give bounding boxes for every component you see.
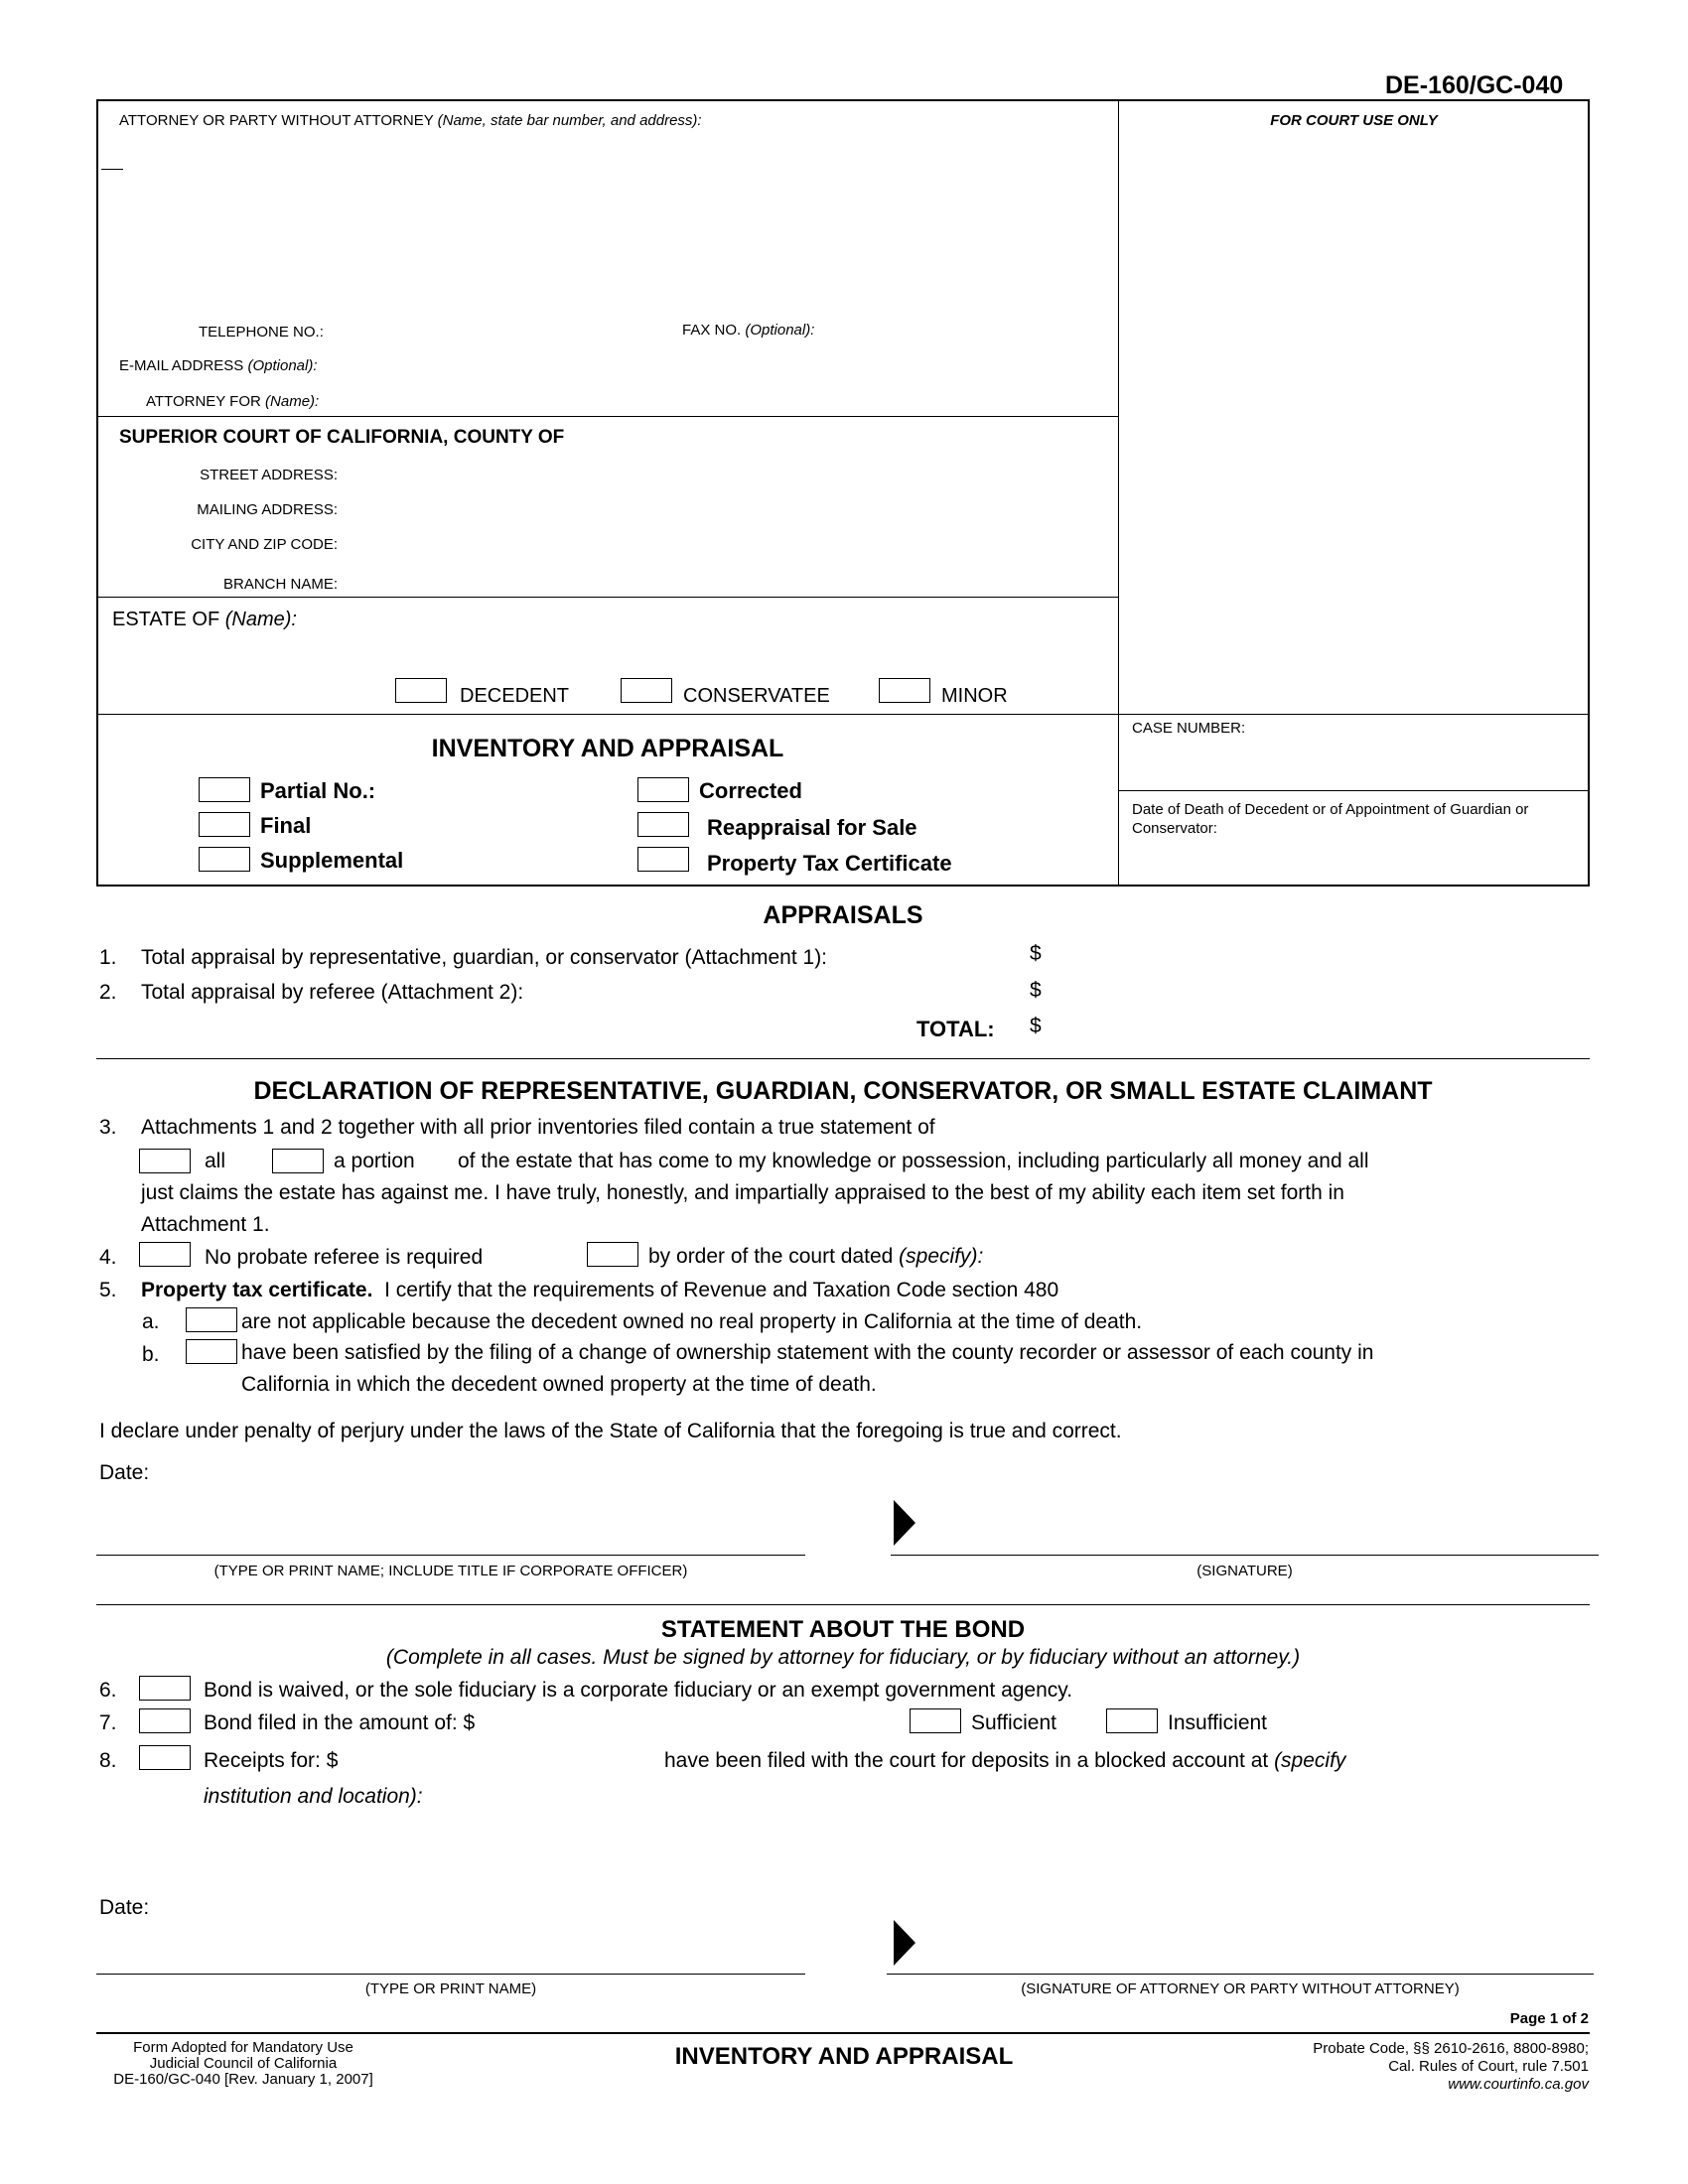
estate-section-top	[96, 597, 1119, 598]
reappraisal-checkbox[interactable]	[637, 812, 689, 837]
item-5-text: I certify that the requirements of Revenue and Taxation Code section 480	[384, 1279, 1059, 1301]
page-number: Page 1 of 2	[1509, 2010, 1589, 2027]
item-4-num: 4.	[99, 1246, 117, 1269]
bond-name-input[interactable]	[96, 1931, 805, 1973]
conservatee-label: CONSERVATEE	[683, 685, 830, 707]
for-court-use-label: FOR COURT USE ONLY	[1270, 112, 1438, 129]
item-6-text: Bond is waived, or the sole fiduciary is a corporate fiduciary or an exempt government agency.	[204, 1679, 1073, 1702]
court-order-label: by order of the court dated	[648, 1245, 894, 1268]
adopted-line-3: DE-160/GC-040 [Rev. January 1, 2007]	[113, 2071, 373, 2088]
item-5b-text-line2: California in which the decedent owned property at the time of death.	[241, 1373, 877, 1396]
header-divider	[1118, 99, 1119, 887]
attorney-for-label-row	[146, 393, 319, 410]
bond-name-caption: (TYPE OR PRINT NAME)	[364, 1980, 537, 1997]
appraisal-2-currency: $	[1030, 979, 1042, 1002]
field-marker	[101, 169, 123, 170]
court-order-date-input[interactable]	[1053, 1241, 1450, 1269]
total-currency: $	[1030, 1015, 1042, 1037]
item-7-num: 7.	[99, 1711, 117, 1734]
adopted-line-2: Judicial Council of California	[149, 2055, 338, 2072]
item-8-hint-1: (specify	[1274, 1749, 1346, 1772]
street-input[interactable]	[343, 461, 1107, 486]
supplemental-label: Supplemental	[260, 848, 404, 873]
city-label: CITY AND ZIP CODE:	[191, 536, 338, 553]
all-label: all	[205, 1150, 226, 1172]
minor-label: MINOR	[941, 685, 1008, 707]
insufficient-label: Insufficient	[1168, 1711, 1268, 1734]
corrected-checkbox[interactable]	[637, 777, 689, 802]
adopted-line-1: Form Adopted for Mandatory Use	[133, 2039, 353, 2056]
courtinfo-link[interactable]: www.courtinfo.ca.gov	[1448, 2076, 1589, 2093]
attorney-name-input[interactable]	[99, 129, 1112, 318]
item-8-hint-2: institution and location):	[204, 1785, 423, 1808]
no-referee-label: No probate referee is required	[205, 1246, 484, 1269]
attorney-for-label: ATTORNEY FOR	[146, 393, 261, 410]
all-checkbox[interactable]	[139, 1149, 191, 1173]
mailing-label: MAILING ADDRESS:	[197, 501, 338, 518]
declaration-signature-input[interactable]	[923, 1509, 1599, 1553]
estate-label: ESTATE OF	[112, 609, 220, 630]
appraisal-2-text: Total appraisal by referee (Attachment 2):	[141, 981, 524, 1004]
reference-line-2: Cal. Rules of Court, rule 7.501	[1388, 2058, 1589, 2075]
item-5a-letter: a.	[142, 1310, 160, 1333]
partial-checkbox[interactable]	[199, 777, 250, 802]
bond-signature-input[interactable]	[923, 1931, 1594, 1973]
item-5b-checkbox[interactable]	[186, 1339, 237, 1364]
item-8-rest-row	[664, 1749, 1345, 1773]
property-tax-cert-checkbox[interactable]	[637, 847, 689, 872]
item-3-text: Attachments 1 and 2 together with all prior inventories filed contain a true statement of	[141, 1116, 935, 1139]
adopted-block	[89, 2040, 397, 2088]
minor-checkbox[interactable]	[879, 678, 930, 703]
reappraisal-label: Reappraisal for Sale	[707, 815, 917, 840]
form-id: DE-160/GC-040	[1385, 71, 1564, 99]
item-5b-letter: b.	[142, 1343, 160, 1366]
email-label: E-MAIL ADDRESS	[119, 357, 244, 374]
item-6-num: 6.	[99, 1679, 117, 1702]
bond-amount-input[interactable]	[531, 1707, 889, 1735]
bond-filed-checkbox[interactable]	[139, 1708, 191, 1733]
footer-title: INVENTORY AND APPRAISAL	[674, 2043, 1014, 2070]
item-5-bold: Property tax certificate.	[141, 1279, 373, 1301]
supplemental-checkbox[interactable]	[199, 847, 250, 872]
final-checkbox[interactable]	[199, 812, 250, 837]
case-number-label: CASE NUMBER:	[1132, 720, 1246, 737]
declaration-date-input[interactable]	[159, 1455, 655, 1485]
email-hint: (Optional):	[247, 357, 318, 374]
conservatee-checkbox[interactable]	[621, 678, 672, 703]
perjury-statement: I declare under penalty of perjury under the laws of the State of California that the foregoing is true and correct.	[99, 1420, 1122, 1442]
fax-input[interactable]	[836, 318, 1104, 343]
fax-label-row	[682, 322, 814, 339]
declaration-date-label: Date:	[99, 1461, 150, 1484]
item-8-num: 8.	[99, 1749, 117, 1772]
county-input[interactable]	[645, 425, 1112, 451]
sufficient-label: Sufficient	[971, 1711, 1056, 1734]
item-3-rest-line1: of the estate that has come to my knowledge or possession, including particularly all money and all	[458, 1150, 1369, 1172]
partial-number-input[interactable]	[397, 776, 626, 804]
final-label: Final	[260, 813, 312, 838]
declaration-heading: DECLARATION OF REPRESENTATIVE, GUARDIAN, CONSERVATOR, OR SMALL ESTATE CLAIMANT	[253, 1077, 1433, 1105]
attorney-label: ATTORNEY OR PARTY WITHOUT ATTORNEY	[119, 112, 434, 129]
declaration-signature-line	[891, 1555, 1599, 1556]
bond-waived-checkbox[interactable]	[139, 1676, 191, 1701]
date-of-death-input[interactable]	[1132, 840, 1579, 880]
estate-label-row	[112, 609, 297, 631]
item-3-rest-line3: Attachment 1.	[141, 1213, 270, 1236]
item-8-rest: have been filed with the court for deposits in a blocked account at	[664, 1749, 1269, 1772]
item-7-text: Bond filed in the amount of: $	[204, 1711, 476, 1734]
appraisals-rule	[96, 1058, 1590, 1059]
appraisals-heading: APPRAISALS	[763, 901, 923, 929]
declaration-name-input[interactable]	[96, 1509, 805, 1553]
appraisal-1-currency: $	[1030, 942, 1042, 965]
estate-name-input[interactable]	[328, 604, 1112, 663]
total-label: TOTAL:	[916, 1017, 995, 1041]
item-5-num: 5.	[99, 1279, 117, 1301]
item-3-num: 3.	[99, 1116, 117, 1139]
item-5b-text-line1: have been satisfied by the filing of a change of ownership statement with the county recorder or assessor of each county in	[241, 1341, 1374, 1364]
telephone-label: TELEPHONE NO.:	[199, 324, 324, 341]
receipts-checkbox[interactable]	[139, 1745, 191, 1770]
portion-label: a portion	[334, 1150, 415, 1172]
signature-arrow-icon	[894, 1920, 915, 1966]
court-section-top	[96, 416, 1119, 417]
declaration-signature-caption: (SIGNATURE)	[1196, 1563, 1293, 1579]
references-block	[1192, 2040, 1589, 2094]
item-5-row	[141, 1279, 1058, 1302]
court-order-checkbox[interactable]	[587, 1242, 638, 1267]
appraisal-1-amount-input[interactable]	[1053, 940, 1350, 968]
bond-subheading: (Complete in all cases. Must be signed by attorney for fiduciary, or by fiduciary without an attorney.)	[385, 1646, 1301, 1669]
fax-label: FAX NO.	[682, 322, 742, 339]
estate-hint: (Name):	[224, 609, 297, 630]
corrected-label: Corrected	[699, 778, 802, 803]
reference-line-1: Probate Code, §§ 2610-2616, 8800-8980;	[1313, 2040, 1589, 2057]
bond-date-label: Date:	[99, 1896, 150, 1919]
declaration-name-line	[96, 1555, 805, 1556]
sufficient-checkbox[interactable]	[910, 1708, 961, 1733]
decedent-label: DECEDENT	[460, 685, 570, 707]
appraisal-1-text: Total appraisal by representative, guardian, or conservator (Attachment 1):	[141, 946, 828, 969]
item-5a-checkbox[interactable]	[186, 1307, 237, 1332]
bond-date-input[interactable]	[159, 1891, 655, 1921]
date-of-death-label: Date of Death of Decedent or of Appointment of Guardian or Conservator:	[1132, 801, 1529, 837]
institution-location-input[interactable]	[204, 1815, 1584, 1874]
attorney-label-row	[119, 112, 702, 129]
decedent-checkbox[interactable]	[395, 678, 447, 703]
case-number-input[interactable]	[1132, 743, 1579, 782]
city-input[interactable]	[343, 530, 1107, 556]
partial-label: Partial No.:	[260, 778, 376, 803]
attorney-for-hint: (Name):	[265, 393, 320, 410]
property-tax-cert-label: Property Tax Certificate	[707, 851, 952, 876]
item-5a-text: are not applicable because the decedent owned no real property in California at the time of death.	[241, 1310, 1143, 1333]
appraisal-2-num: 2.	[99, 981, 117, 1004]
declaration-name-caption: (TYPE OR PRINT NAME; INCLUDE TITLE IF CORPORATE OFFICER)	[213, 1563, 688, 1579]
bond-name-line	[96, 1974, 805, 1975]
attorney-hint: (Name, state bar number, and address):	[437, 112, 702, 129]
footer-rule	[96, 2032, 1590, 2034]
bond-rule	[96, 1604, 1590, 1605]
court-title: SUPERIOR COURT OF CALIFORNIA, COUNTY OF	[119, 427, 565, 448]
email-label-row	[119, 357, 318, 374]
no-referee-checkbox[interactable]	[139, 1242, 191, 1267]
court-order-label-row	[648, 1245, 983, 1269]
branch-input[interactable]	[343, 569, 1107, 595]
item-3-rest-line2: just claims the estate has against me. I have truly, honestly, and impartially appraised to the best of my ability each item set forth in	[141, 1181, 1344, 1204]
bond-heading: STATEMENT ABOUT THE BOND	[660, 1616, 1026, 1643]
appraisal-2-amount-input[interactable]	[1053, 976, 1350, 1004]
attorney-for-input[interactable]	[343, 387, 1107, 413]
mailing-input[interactable]	[343, 495, 1107, 521]
form-title: INVENTORY AND APPRAISAL	[431, 735, 784, 762]
total-amount-input[interactable]	[1053, 1012, 1350, 1039]
appraisal-1-num: 1.	[99, 946, 117, 969]
receipts-amount-input[interactable]	[377, 1744, 655, 1772]
court-order-hint: (specify):	[899, 1245, 984, 1268]
telephone-input[interactable]	[343, 318, 670, 343]
street-label: STREET ADDRESS:	[200, 467, 338, 483]
branch-label: BRANCH NAME:	[222, 576, 338, 593]
portion-checkbox[interactable]	[272, 1149, 324, 1173]
signature-arrow-icon	[894, 1500, 915, 1546]
title-section-top	[96, 714, 1590, 715]
fax-hint: (Optional):	[745, 322, 815, 339]
case-number-bottom	[1118, 790, 1590, 791]
insufficient-checkbox[interactable]	[1106, 1708, 1158, 1733]
email-input[interactable]	[343, 352, 1107, 378]
item-8-text: Receipts for: $	[204, 1749, 339, 1772]
bond-signature-line	[887, 1974, 1594, 1975]
bond-signature-caption: (SIGNATURE OF ATTORNEY OR PARTY WITHOUT ATTORNEY)	[1021, 1980, 1460, 1997]
